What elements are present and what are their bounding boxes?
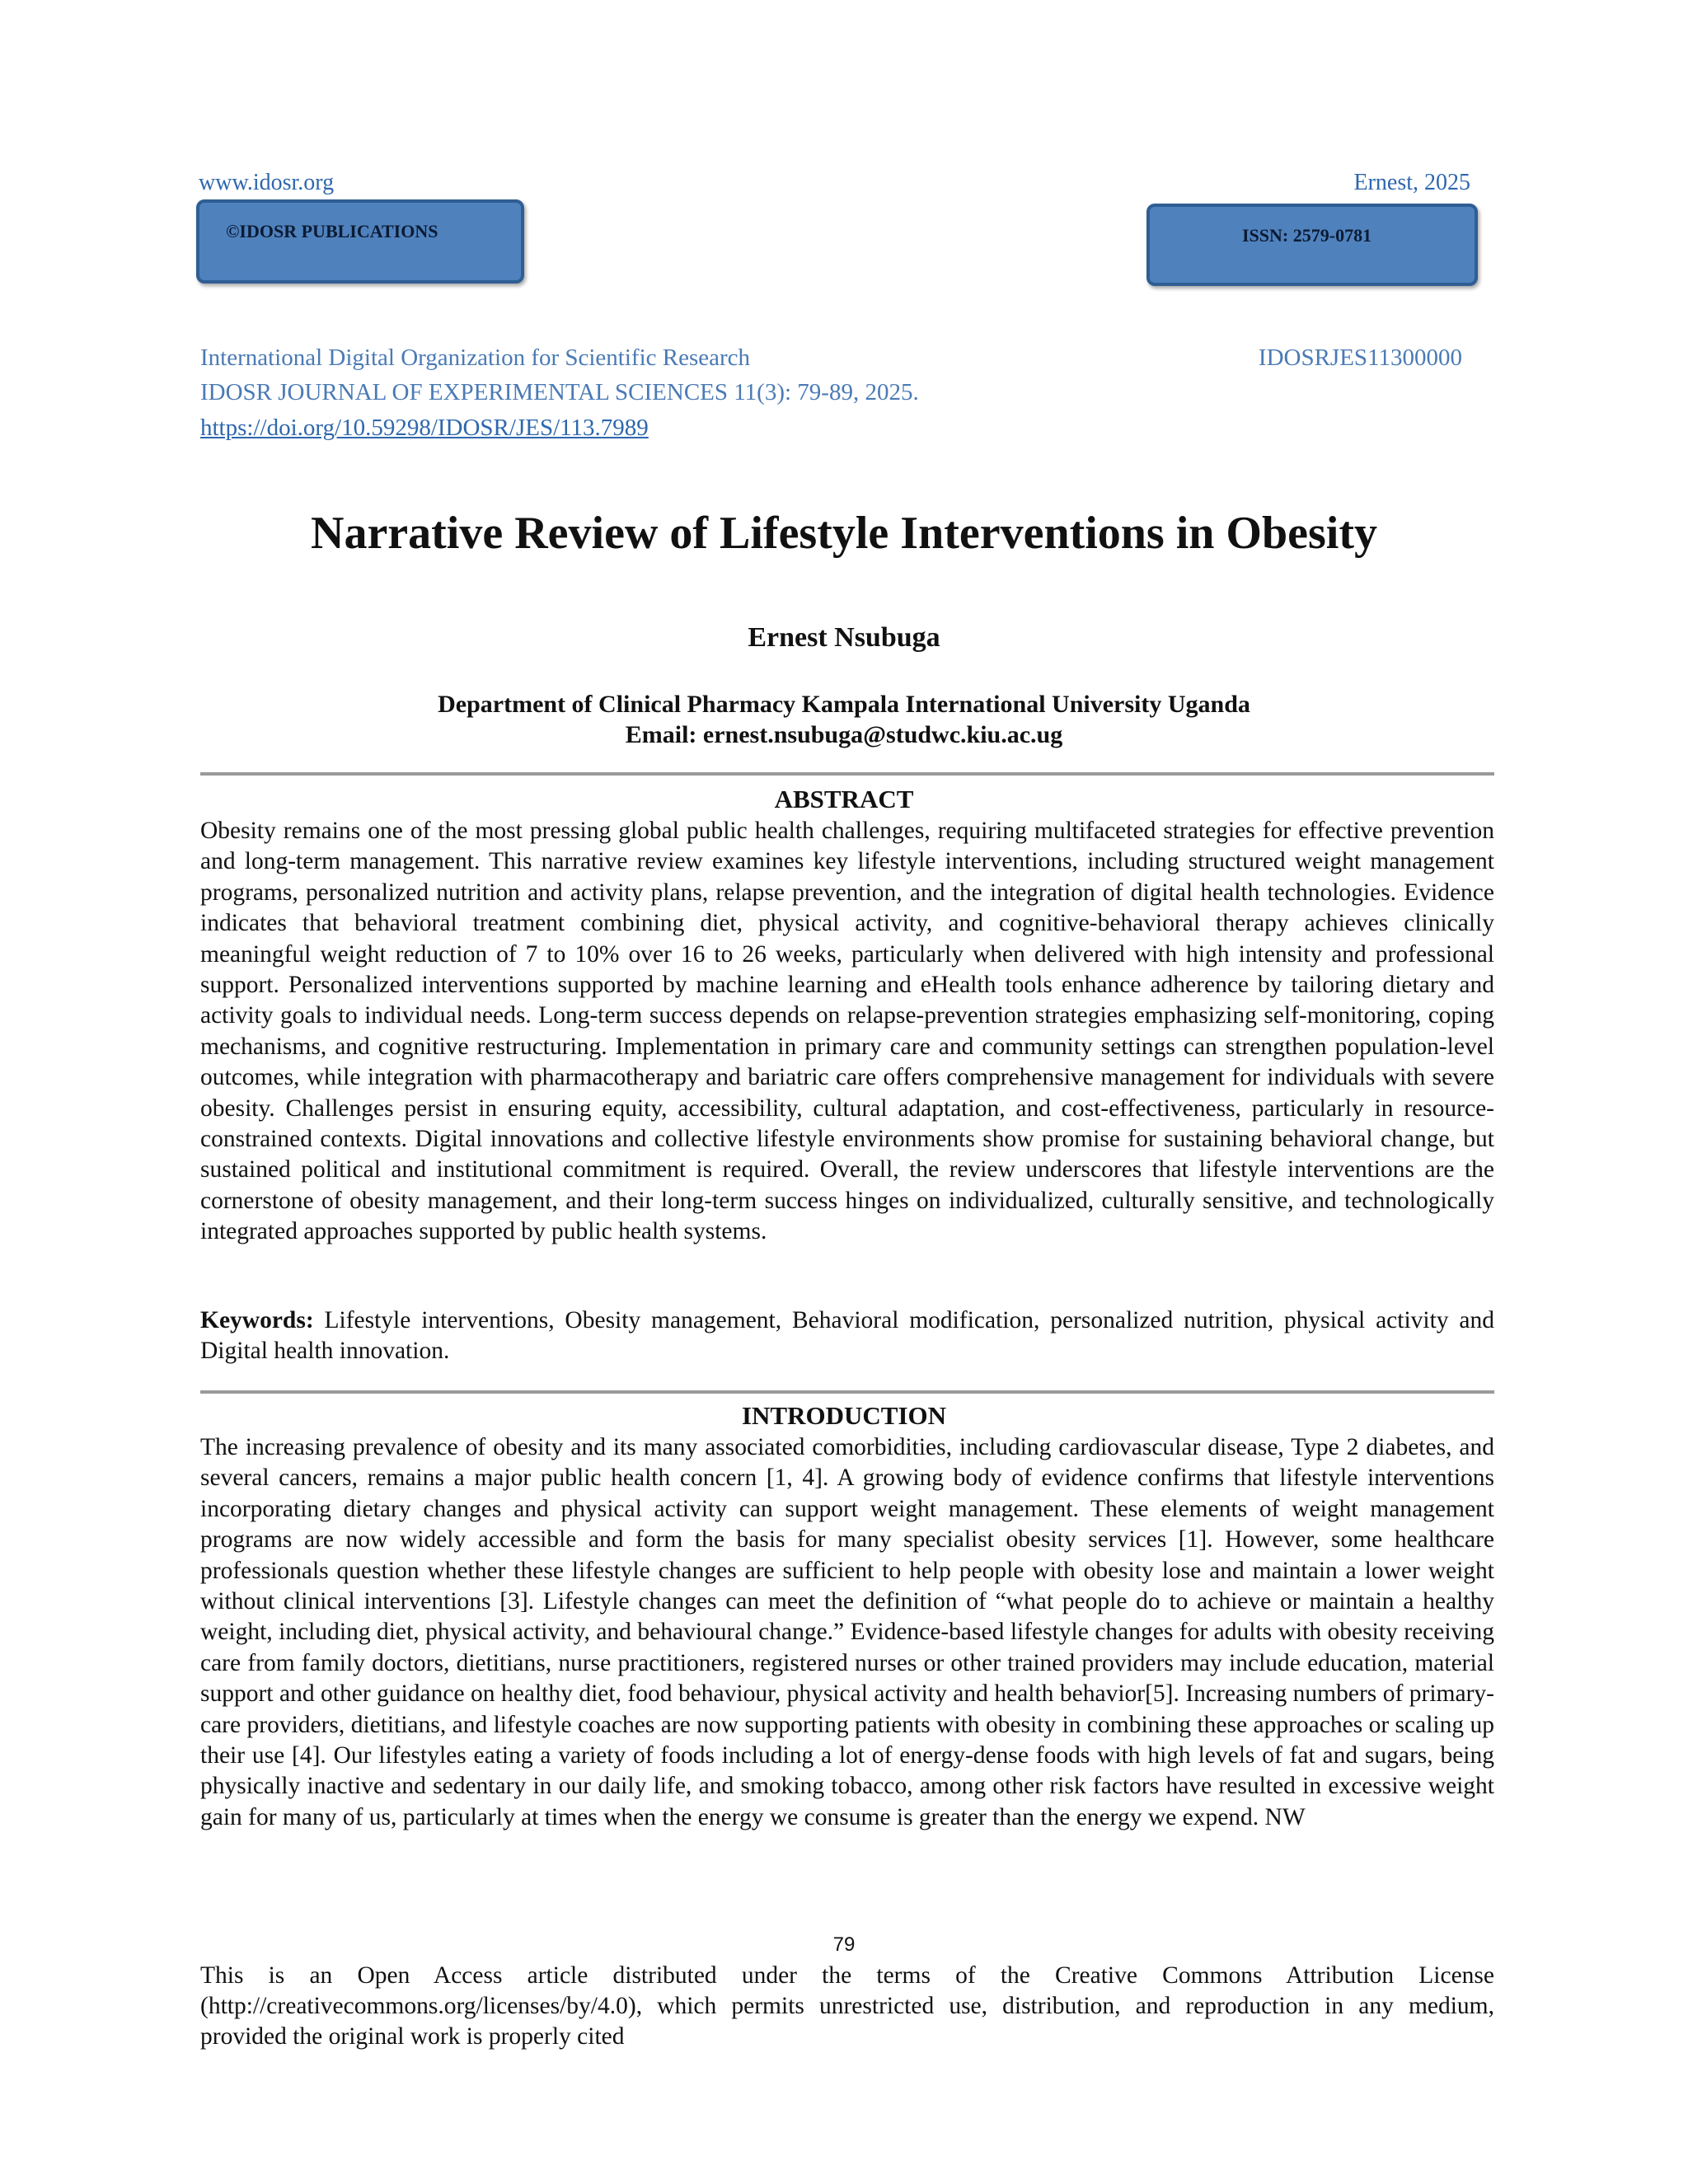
author-name: Ernest Nsubuga xyxy=(748,622,940,653)
doi-link[interactable]: https://doi.org/10.59298/IDOSR/JES/113.7989 xyxy=(200,415,649,441)
paper-title: Narrative Review of Lifestyle Interventions in Obesity xyxy=(311,508,1377,559)
keywords-list: Lifestyle interventions, Obesity management, Behavioral modification, personalized nutrition, physical activity and Digital health innovation. xyxy=(200,1307,1494,1365)
author-affiliation: Department of Clinical Pharmacy Kampala International University Uganda xyxy=(438,691,1250,718)
article-id: IDOSRJES11300000 xyxy=(1258,344,1462,371)
site-url-link[interactable]: www.idosr.org xyxy=(199,170,335,195)
journal-citation: IDOSR JOURNAL OF EXPERIMENTAL SCIENCES 11(3): 79-89, 2025. xyxy=(200,379,919,405)
page-number: 79 xyxy=(832,1933,856,1956)
issn-badge xyxy=(1146,204,1478,286)
abstract-heading: ABSTRACT xyxy=(774,785,914,813)
publisher-badge xyxy=(196,199,524,284)
introduction-text: The increasing prevalence of obesity and its many associated comorbidities, including cardiovascular disease, Type 2 diabetes, and several cancers, remains a major public health concern [1, 4]. A growing body of evidence confirms that lifestyle interventions incorporating dietary changes and physical activity can support weight management. These elements of weight management programs are now widely accessible and form the basis for many specialist obesity services [1]. However, some healthcare professionals question whether these lifestyle changes are sufficient to help people with obesity lose and maintain a lower weight without clinical interventions [3]. Lifestyle changes can meet the definition of “what people do to achieve or maintain a healthy weight, including diet, physical activity, and behavioural change.” Evidence-based lifestyle changes for adults with obesity receiving care from family doctors, dietitians, nurse practitioners, registered nurses or other trained providers may include education, material support and other guidance on healthy diet, food behaviour, physical activity and health behavior[5]. Increasing numbers of primary-care providers, dietitians, and lifestyle coaches are now supporting patients with obesity in combining these approaches or scaling up their use [4]. Our lifestyles eating a variety of foods including a lot of energy-dense foods with high levels of fat and sugars, being physically inactive and sedentary in our daily life, and smoking tobacco, among other risk factors have resulted in excessive weight gain for many of us, particularly at times when the energy we consume is greater than the energy we expend. NW xyxy=(200,1434,1494,1830)
author-email[interactable]: Email: ernest.nsubuga@studwc.kiu.ac.ug xyxy=(625,721,1063,748)
issn-badge-label: ISSN: 2579-0781 xyxy=(1242,225,1372,246)
keywords-label: Keywords: xyxy=(200,1307,314,1333)
abstract-text: Obesity remains one of the most pressing global public health challenges, requiring multifaceted strategies for effective prevention and long-term management. This narrative review examines key lifestyle interventions, including structured weight management programs, personalized nutrition and activity plans, relapse prevention, and the integration of digital health technologies. Evidence indicates that behavioral treatment combining diet, physical activity, and cognitive-behavioral therapy achieves clinically meaningful weight reduction of 7 to 10% over 16 to 26 weeks, particularly when delivered with high intensity and professional support. Personalized interventions supported by machine learning and eHealth tools enhance adherence by tailoring dietary and activity goals to individual needs. Long-term success depends on relapse-prevention strategies emphasizing self-monitoring, coping mechanisms, and cognitive restructuring. Implementation in primary care and community settings can strengthen population-level outcomes, while integration with pharmacotherapy and bariatric care offers comprehensive management for individuals with severe obesity. Challenges persist in ensuring equity, accessibility, cultural adaptation, and cost-effectiveness, particularly in resource-constrained contexts. Digital innovations and collective lifestyle environments show promise for sustaining behavioral change, but sustained political and institutional commitment is required. Overall, the review underscores that lifestyle interventions are the cornerstone of obesity management, and their long-term success hinges on individualized, culturally sensitive, and technologically integrated approaches supported by public health systems. xyxy=(200,818,1494,1245)
journal-organization: International Digital Organization for Scientific Research xyxy=(200,344,751,371)
introduction-heading: INTRODUCTION xyxy=(741,1401,947,1430)
running-header-author-year: Ernest, 2025 xyxy=(1353,170,1470,195)
keywords-paragraph xyxy=(200,1305,1494,1367)
publisher-badge-label: ©IDOSR PUBLICATIONS xyxy=(226,221,438,241)
section-divider xyxy=(200,1390,1494,1394)
license-notice: This is an Open Access article distributed under the terms of the Creative Commons Attribution License (http://creativecommons.org/licenses/by/4.0), which permits unrestricted use, distribution, and reproduction in any medium, provided the original work is properly cited xyxy=(200,1962,1494,2050)
section-divider xyxy=(200,772,1494,776)
